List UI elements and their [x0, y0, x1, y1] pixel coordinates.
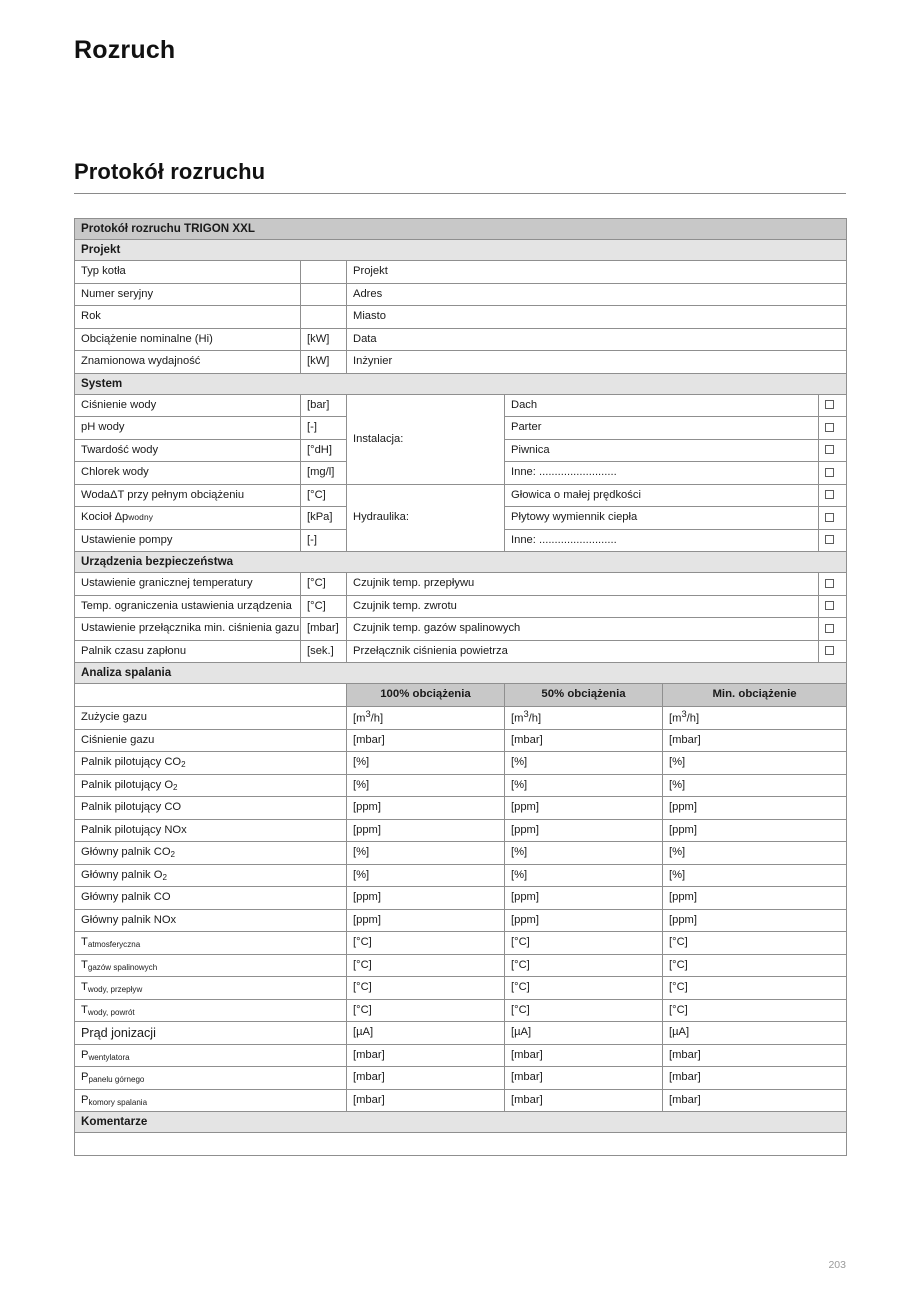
section-label: Projekt	[75, 240, 847, 261]
field-label: Obciążenie nominalne (Hi)	[75, 328, 301, 351]
page-number: 203	[828, 1259, 846, 1271]
field-unit: [kW]	[301, 328, 347, 351]
group-label-instalacja: Instalacja:	[347, 394, 505, 484]
value-cell-min[interactable]: $[m^3/h]$	[663, 707, 847, 730]
value-cell-50[interactable]: [mbar]	[505, 1044, 663, 1067]
value-cell-50[interactable]: [°C]	[505, 977, 663, 1000]
table-row	[75, 1044, 847, 1067]
value-cell-100[interactable]: [mbar]	[347, 1044, 505, 1067]
value-cell-50[interactable]: [ppm]	[505, 909, 663, 932]
table-row	[75, 752, 847, 775]
value-cell-50[interactable]: [mbar]	[505, 1089, 663, 1112]
option-label: Inne: .........................	[505, 529, 819, 552]
field-unit: [°dH]	[301, 439, 347, 462]
table-row	[75, 640, 847, 663]
checkbox-cell[interactable]	[819, 439, 847, 462]
field-label: Palnik pilotujący $O_2$	[75, 774, 347, 797]
table-row	[75, 1022, 847, 1045]
field-unit: [mbar]	[301, 618, 347, 641]
field-label: Temp. ograniczenia ustawienia urządzenia	[75, 595, 301, 618]
checkbox-cell[interactable]	[819, 529, 847, 552]
value-cell-min[interactable]: [ppm]	[663, 909, 847, 932]
value-cell-min[interactable]: [%]	[663, 774, 847, 797]
table-row	[75, 729, 847, 752]
value-cell-100[interactable]: [%]	[347, 774, 505, 797]
value-cell-100[interactable]: [°C]	[347, 999, 505, 1022]
field-label: Ustawienie pompy	[75, 529, 301, 552]
value-cell-100[interactable]: [ppm]	[347, 797, 505, 820]
field-label: Główny palnik NOx	[75, 909, 347, 932]
table-row	[75, 283, 847, 306]
field-label: Prąd jonizacji	[75, 1022, 347, 1045]
value-cell-min[interactable]: [%]	[663, 864, 847, 887]
field-label-right: Adres	[347, 283, 847, 306]
value-cell-100[interactable]: [mbar]	[347, 1067, 505, 1090]
field-label: Kocioł Δpwodny	[75, 507, 301, 530]
section-label: Urządzenia bezpieczeństwa	[75, 552, 847, 573]
checkbox-cell[interactable]	[819, 595, 847, 618]
table-row	[75, 595, 847, 618]
checkbox-cell[interactable]	[819, 507, 847, 530]
column-header-blank	[75, 684, 347, 707]
checkbox[interactable]	[825, 601, 834, 610]
field-label-right: Projekt	[347, 261, 847, 284]
field-unit: [bar]	[301, 394, 347, 417]
value-cell-min[interactable]: [mbar]	[663, 1067, 847, 1090]
table-row	[75, 484, 847, 507]
field-label: Numer seryjny	[75, 283, 301, 306]
value-cell-50[interactable]: [%]	[505, 842, 663, 865]
field-label: Ciśnienie gazu	[75, 729, 347, 752]
field-label-right: Data	[347, 328, 847, 351]
value-cell-50[interactable]: [ppm]	[505, 887, 663, 910]
title-divider	[74, 193, 846, 194]
field-label: Palnik czasu zapłonu	[75, 640, 301, 663]
value-cell-100[interactable]: [°C]	[347, 932, 505, 955]
column-header-50: 50% obciążenia	[505, 684, 663, 707]
group-label-hydraulika: Hydraulika:	[347, 484, 505, 552]
value-cell-min[interactable]: [ppm]	[663, 887, 847, 910]
value-cell-50[interactable]: [%]	[505, 774, 663, 797]
value-cell-min[interactable]: [µA]	[663, 1022, 847, 1045]
field-label: $T_{gazów spalinowych}$	[75, 954, 347, 977]
value-cell-min[interactable]: [%]	[663, 752, 847, 775]
field-label: Zużycie gazu	[75, 707, 347, 730]
value-cell-50[interactable]: $[m^3/h]$	[505, 707, 663, 730]
table-title: Protokół rozruchu TRIGON XXL	[75, 219, 847, 240]
value-cell-min[interactable]: [°C]	[663, 954, 847, 977]
checkbox[interactable]	[825, 445, 834, 454]
checkbox[interactable]	[825, 535, 834, 544]
field-unit: [mg/l]	[301, 462, 347, 485]
checkbox[interactable]	[825, 400, 834, 409]
field-label: Chlorek wody	[75, 462, 301, 485]
value-cell-100[interactable]: [mbar]	[347, 729, 505, 752]
table-row	[75, 909, 847, 932]
field-unit: [kPa]	[301, 507, 347, 530]
table-row	[75, 999, 847, 1022]
value-cell-50[interactable]: [°C]	[505, 954, 663, 977]
field-label: Palnik pilotujący NOx	[75, 819, 347, 842]
field-unit: [°C]	[301, 595, 347, 618]
table-row	[75, 394, 847, 417]
checkbox-cell[interactable]	[819, 462, 847, 485]
field-label: Ciśnienie wody	[75, 394, 301, 417]
checkbox-cell[interactable]	[819, 417, 847, 440]
value-cell-min[interactable]: [°C]	[663, 977, 847, 1000]
field-label-right: Miasto	[347, 306, 847, 329]
table-row	[75, 306, 847, 329]
value-cell-50[interactable]: [mbar]	[505, 729, 663, 752]
column-header-100: 100% obciążenia	[347, 684, 505, 707]
table-row	[75, 774, 847, 797]
field-unit: [°C]	[301, 484, 347, 507]
option-label: Inne: .........................	[505, 462, 819, 485]
value-cell-100[interactable]: [%]	[347, 842, 505, 865]
value-cell-50[interactable]: [µA]	[505, 1022, 663, 1045]
value-cell-min[interactable]: [mbar]	[663, 729, 847, 752]
table-row	[75, 977, 847, 1000]
field-label: pH wody	[75, 417, 301, 440]
value-cell-50[interactable]: [ppm]	[505, 797, 663, 820]
commissioning-protocol-table	[74, 218, 847, 1156]
table-row	[75, 707, 847, 730]
value-cell-100[interactable]: [ppm]	[347, 887, 505, 910]
table-row	[75, 328, 847, 351]
value-cell-50[interactable]: [%]	[505, 752, 663, 775]
section-header-comments	[75, 1112, 847, 1133]
value-cell-min[interactable]: [ppm]	[663, 819, 847, 842]
table-row	[75, 864, 847, 887]
chapter-title: Rozruch	[74, 36, 176, 64]
field-label: $T_{atmosferyczna}$	[75, 932, 347, 955]
column-header-min: Min. obciążenie	[663, 684, 847, 707]
checkbox[interactable]	[825, 646, 834, 655]
table-row	[75, 351, 847, 374]
value-cell-min[interactable]: [%]	[663, 842, 847, 865]
table-row	[75, 1067, 847, 1090]
field-label: Twardość wody	[75, 439, 301, 462]
option-label: Czujnik temp. zwrotu	[347, 595, 819, 618]
value-cell-100[interactable]: [mbar]	[347, 1089, 505, 1112]
comments-row	[75, 1133, 847, 1156]
page-title: Protokół rozruchu	[74, 159, 266, 184]
comments-area[interactable]	[75, 1133, 847, 1156]
value-cell-100[interactable]: [ppm]	[347, 819, 505, 842]
combustion-column-header	[75, 684, 847, 707]
field-unit	[301, 306, 347, 329]
checkbox[interactable]	[825, 624, 834, 633]
field-unit: [-]	[301, 529, 347, 552]
field-label: $P_{panelu górnego}$	[75, 1067, 347, 1090]
option-label: Czujnik temp. gazów spalinowych	[347, 618, 819, 641]
value-cell-50[interactable]: [mbar]	[505, 1067, 663, 1090]
value-cell-min[interactable]: [ppm]	[663, 797, 847, 820]
field-label: $P_{komory spalania}$	[75, 1089, 347, 1112]
checkbox[interactable]	[825, 513, 834, 522]
value-cell-100[interactable]: [%]	[347, 864, 505, 887]
section-label: Analiza spalania	[75, 663, 847, 684]
value-cell-50[interactable]: [°C]	[505, 932, 663, 955]
option-label: Przełącznik ciśnienia powietrza	[347, 640, 819, 663]
checkbox[interactable]	[825, 490, 834, 499]
checkbox[interactable]	[825, 468, 834, 477]
table-row	[75, 932, 847, 955]
option-label: Czujnik temp. przepływu	[347, 573, 819, 596]
checkbox-cell[interactable]	[819, 573, 847, 596]
section-header-safety	[75, 552, 847, 573]
value-cell-100[interactable]: [°C]	[347, 977, 505, 1000]
field-label: Znamionowa wydajność	[75, 351, 301, 374]
field-unit	[301, 261, 347, 284]
field-unit	[301, 283, 347, 306]
field-label: Rok	[75, 306, 301, 329]
field-label: $T_{wody, przepływ}$	[75, 977, 347, 1000]
checkbox[interactable]	[825, 423, 834, 432]
value-cell-50[interactable]: [ppm]	[505, 819, 663, 842]
checkbox[interactable]	[825, 579, 834, 588]
field-label: $P_{wentylatora}$	[75, 1044, 347, 1067]
field-label: Ustawienie przełącznika min. ciśnienia gazu	[75, 618, 301, 641]
option-label: Parter	[505, 417, 819, 440]
option-label: Piwnica	[505, 439, 819, 462]
field-unit: [-]	[301, 417, 347, 440]
value-cell-50[interactable]: [°C]	[505, 999, 663, 1022]
table-row	[75, 1089, 847, 1112]
commissioning-protocol-table-wrapper	[74, 218, 846, 1156]
value-cell-min[interactable]: [°C]	[663, 932, 847, 955]
option-label: Płytowy wymiennik ciepła	[505, 507, 819, 530]
option-label: Głowica o małej prędkości	[505, 484, 819, 507]
section-header-combustion	[75, 663, 847, 684]
field-unit: [sek.]	[301, 640, 347, 663]
field-label: Palnik pilotujący CO	[75, 797, 347, 820]
field-label: $T_{wody, powrót}$	[75, 999, 347, 1022]
value-cell-100[interactable]: [ppm]	[347, 909, 505, 932]
field-label: Ustawienie granicznej temperatury	[75, 573, 301, 596]
section-label: System	[75, 373, 847, 394]
section-header-system	[75, 373, 847, 394]
field-label: Główny palnik CO	[75, 887, 347, 910]
value-cell-50[interactable]: [%]	[505, 864, 663, 887]
field-unit: [kW]	[301, 351, 347, 374]
field-label: WodaΔT przy pełnym obciążeniu	[75, 484, 301, 507]
option-label: Dach	[505, 394, 819, 417]
value-cell-100[interactable]: [µA]	[347, 1022, 505, 1045]
checkbox-cell[interactable]	[819, 618, 847, 641]
field-label: Typ kotła	[75, 261, 301, 284]
checkbox-cell[interactable]	[819, 640, 847, 663]
table-row	[75, 797, 847, 820]
checkbox-cell[interactable]	[819, 484, 847, 507]
table-row	[75, 887, 847, 910]
table-row	[75, 819, 847, 842]
value-cell-min[interactable]: [mbar]	[663, 1089, 847, 1112]
table-row	[75, 954, 847, 977]
section-label: Komentarze	[75, 1112, 847, 1133]
value-cell-min[interactable]: [mbar]	[663, 1044, 847, 1067]
table-row	[75, 842, 847, 865]
field-unit: [°C]	[301, 573, 347, 596]
checkbox-cell[interactable]	[819, 394, 847, 417]
field-label-right: Inżynier	[347, 351, 847, 374]
field-label: Główny palnik $O_2$	[75, 864, 347, 887]
value-cell-100[interactable]: [°C]	[347, 954, 505, 977]
table-row	[75, 618, 847, 641]
table-row	[75, 261, 847, 284]
value-cell-100[interactable]: $[m^3/h]$	[347, 707, 505, 730]
table-row	[75, 573, 847, 596]
value-cell-min[interactable]: [°C]	[663, 999, 847, 1022]
value-cell-100[interactable]: [%]	[347, 752, 505, 775]
field-label: Główny palnik $CO_2$	[75, 842, 347, 865]
section-header-projekt	[75, 240, 847, 261]
table-title-row	[75, 219, 847, 240]
field-label: Palnik pilotujący $CO_2$	[75, 752, 347, 775]
